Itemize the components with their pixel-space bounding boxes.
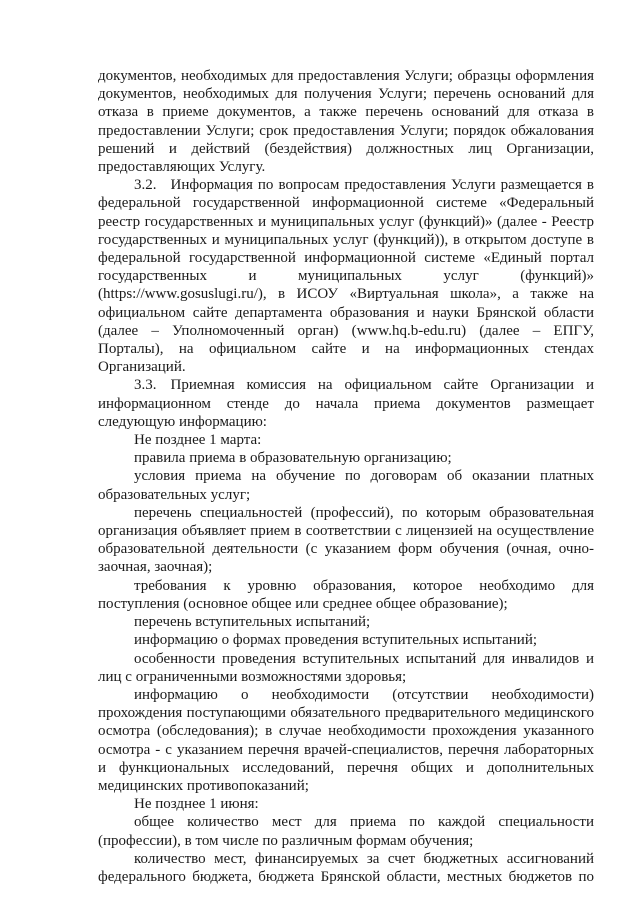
paragraph-3-2-text: Информация по вопросам предоставления Услуги размещается в федеральной государственной информационной системе «Федеральный реестр государственных и муниципальных услуг (функций)» (далее - Реестр государственных и муниципальных услуг (функций)), в открытом доступе в федеральной государственной информационной системе «Единый портал государственных и муниципальных услуг (функций)» (https://www.gosuslugi.ru/), в ИСОУ «Виртуальная школа», а также на официальном сайте департамента образования и науки Брянской области (далее – Уполномоченный орган) (www.hq.b-edu.ru) (далее – ЕПГУ, Порталы), на официальном сайте и на информационных стендах Организаций. [98,177,594,376]
list-item: требования к уровню образования, которое необходимо для поступления (основное общее или среднее общее образование); [98,577,594,612]
list-item: правила приема в образовательную организацию; [134,450,452,467]
list-item: информацию о формах проведения вступительных испытаний; [134,632,538,649]
list-item: информацию о необходимости (отсутствии необходимости) прохождения поступающими обязательного предварительного медицинского осмотра (обследования); в случае необходимости прохождения указанного осмотра - с указанием перечня врачей-специалистов, перечня лабораторных и функциональных исследований, перечня общих и дополнительных медицинских противопоказаний; [98,686,594,794]
deadline-june: Не позднее 1 июня: [134,796,259,813]
list-item: особенности проведения вступительных испытаний для инвалидов и лиц с ограниченными возможностями здоровья; [98,650,594,685]
paragraph-3-3-text: Приемная комиссия на официальном сайте Организации и информационном стенде до начала приема документов размещает следующую информацию: [98,377,594,430]
list-item: общее количество мест для приема по каждой специальности (профессии), в том числе по различным формам обучения; [98,814,594,849]
list-item: условия приема на обучение по договорам об оказании платных образовательных услуг; [98,468,594,503]
list-item: количество мест, финансируемых за счет бюджетных ассигнований федерального бюджета, бюджета Брянской области, местных бюджетов по [98,850,594,885]
list-item: перечень специальностей (профессий), по которым образовательная организация объявляет прием в соответствии с лицензией на осуществление образовательной деятельности (с указанием форм обучения (очная, очно-заочная, заочная); [98,504,594,576]
section-number-3-3: 3.3. [134,377,157,394]
paragraph-continuation: документов, необходимых для предоставления Услуги; образцы оформления документов, необходимых для получения Услуги; перечень оснований для отказа в приеме документов, а также перечень оснований для отказа в предоставлении Услуги; срок предоставления Услуги; порядок обжалования решений и действий (бездействия) должностных лиц Организации, предоставляющих Услугу. [98,68,594,176]
document-text [98,67,594,886]
deadline-march: Не позднее 1 марта: [134,432,262,449]
list-item: перечень вступительных испытаний; [134,614,371,631]
section-number-3-2: 3.2. [134,177,157,194]
paragraph-3-2 [98,176,594,376]
paragraph-3-3 [98,376,594,431]
